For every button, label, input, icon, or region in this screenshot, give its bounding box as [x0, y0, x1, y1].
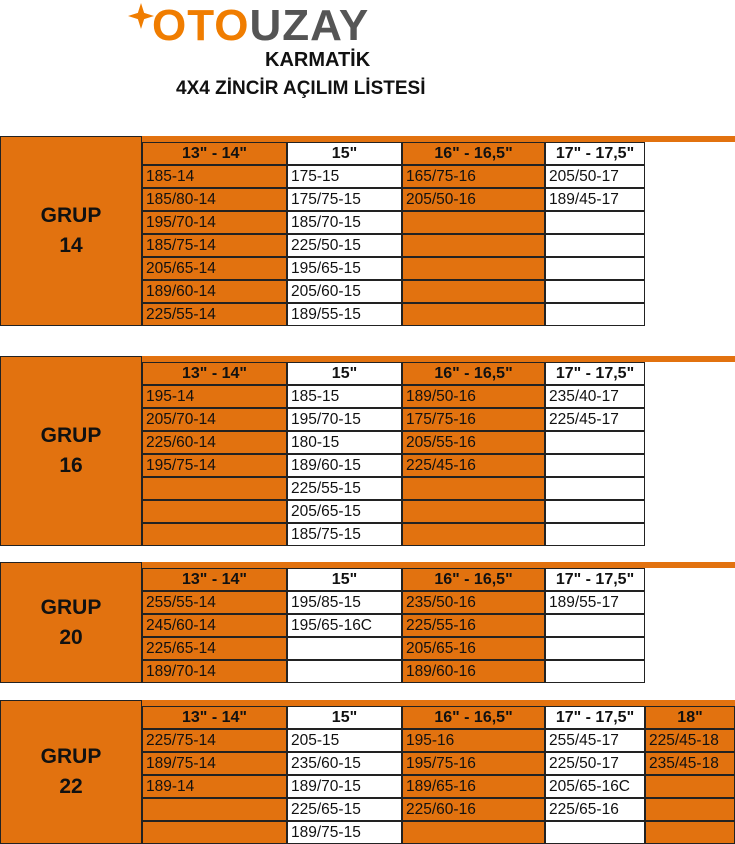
column-header: 13" - 14" [142, 706, 287, 729]
table-cell: 225/65-15 [287, 798, 402, 821]
group-label-cell [0, 356, 142, 546]
group-block-22 [0, 700, 735, 844]
logo-text-oto: OTO [152, 1, 250, 50]
table-cell: 195/65-16C [287, 614, 402, 637]
brand-logo [152, 2, 369, 50]
column-header: 16" - 16,5" [402, 142, 545, 165]
table-cell [545, 280, 645, 303]
table-cell [545, 211, 645, 234]
table-cell: 189/60-15 [287, 454, 402, 477]
table-cell: 185/75-15 [287, 523, 402, 546]
table-cell: 189/65-16 [402, 775, 545, 798]
table-cell: 195/75-14 [142, 454, 287, 477]
table-cell: 255/55-14 [142, 591, 287, 614]
table-cell: 189/75-14 [142, 752, 287, 775]
table-cell [402, 280, 545, 303]
group-block-20 [0, 562, 735, 683]
table-cell: 225/55-14 [142, 303, 287, 326]
table-cell [402, 211, 545, 234]
table-cell: 175/75-16 [402, 408, 545, 431]
table-cell: 225/60-14 [142, 431, 287, 454]
table-cell: 225/65-14 [142, 637, 287, 660]
table-cell [287, 660, 402, 683]
logo-text-uzay: UZAY [249, 1, 370, 50]
table-cell: 235/50-16 [402, 591, 545, 614]
table-cell [545, 500, 645, 523]
table-cell [545, 637, 645, 660]
column-header: 13" - 14" [142, 362, 287, 385]
page-header [0, 0, 735, 135]
table-cell: 195/85-15 [287, 591, 402, 614]
group-label: GRUP [40, 595, 102, 619]
table-cell: 195/75-16 [402, 752, 545, 775]
column-header: 13" - 14" [142, 568, 287, 591]
table-cell [645, 798, 735, 821]
table-cell: 225/50-15 [287, 234, 402, 257]
column-header: 18" [645, 706, 735, 729]
group-label: GRUP [40, 424, 102, 447]
table-cell: 185-14 [142, 165, 287, 188]
table-cell: 235/60-15 [287, 752, 402, 775]
column-header: 16" - 16,5" [402, 362, 545, 385]
table-cell: 235/45-18 [645, 752, 735, 775]
table-cell: 185-15 [287, 385, 402, 408]
group-number: 20 [59, 625, 83, 649]
table-cell: 225/45-16 [402, 454, 545, 477]
table-cell [402, 500, 545, 523]
table-cell: 205/50-16 [402, 188, 545, 211]
table-cell [545, 234, 645, 257]
table-cell [545, 257, 645, 280]
column-header: 17" - 17,5" [545, 706, 645, 729]
table-cell: 195-16 [402, 729, 545, 752]
table-cell: 189/60-16 [402, 660, 545, 683]
table-cell: 189/75-15 [287, 821, 402, 844]
column-header: 13" - 14" [142, 142, 287, 165]
group-label-cell [0, 700, 142, 844]
table-cell: 225/50-17 [545, 752, 645, 775]
table-cell: 189-14 [142, 775, 287, 798]
group-label: GRUP [40, 204, 102, 227]
table-cell: 205/65-15 [287, 500, 402, 523]
table-cell: 255/45-17 [545, 729, 645, 752]
table-cell: 189/60-14 [142, 280, 287, 303]
table-cell: 189/45-17 [545, 188, 645, 211]
column-header: 17" - 17,5" [545, 362, 645, 385]
table-cell [402, 234, 545, 257]
table-cell [545, 477, 645, 500]
table-cell: 205/70-14 [142, 408, 287, 431]
table-cell [545, 614, 645, 637]
table-cell [142, 798, 287, 821]
table-cell [645, 821, 735, 844]
table-cell: 205/60-15 [287, 280, 402, 303]
table-cell [287, 637, 402, 660]
table-cell [645, 775, 735, 798]
table-cell: 185/70-15 [287, 211, 402, 234]
page-subtitle: KARMATİK [265, 49, 371, 71]
column-header: 16" - 16,5" [402, 706, 545, 729]
table-cell: 225/55-15 [287, 477, 402, 500]
page-title: 4X4 ZİNCİR AÇILIM LİSTESİ [176, 78, 426, 99]
table-cell: 225/55-16 [402, 614, 545, 637]
column-header: 15" [287, 706, 402, 729]
table-cell: 205-15 [287, 729, 402, 752]
table-cell: 189/70-15 [287, 775, 402, 798]
table-cell [545, 821, 645, 844]
table-cell: 175/75-15 [287, 188, 402, 211]
table-cell [142, 500, 287, 523]
group-label: GRUP [40, 745, 102, 768]
table-cell [402, 257, 545, 280]
group-label-cell [0, 562, 142, 683]
table-cell: 195/70-14 [142, 211, 287, 234]
group-number: 22 [59, 775, 83, 798]
table-cell: 225/75-14 [142, 729, 287, 752]
column-header: 15" [287, 568, 402, 591]
table-cell: 180-15 [287, 431, 402, 454]
table-cell [402, 477, 545, 500]
table-cell: 195-14 [142, 385, 287, 408]
column-header: 17" - 17,5" [545, 142, 645, 165]
table-cell: 185/75-14 [142, 234, 287, 257]
table-cell: 225/65-16 [545, 798, 645, 821]
table-cell: 185/80-14 [142, 188, 287, 211]
table-cell: 205/50-17 [545, 165, 645, 188]
table-cell: 189/55-17 [545, 591, 645, 614]
group-block-16 [0, 356, 735, 546]
table-cell [545, 523, 645, 546]
table-cell: 189/55-15 [287, 303, 402, 326]
table-cell [142, 523, 287, 546]
group-number: 16 [59, 454, 83, 477]
table-cell: 205/65-16C [545, 775, 645, 798]
table-cell: 205/65-14 [142, 257, 287, 280]
table-cell: 225/45-18 [645, 729, 735, 752]
table-cell: 225/45-17 [545, 408, 645, 431]
table-cell [402, 523, 545, 546]
table-cell [545, 660, 645, 683]
table-cell [142, 821, 287, 844]
table-cell [545, 303, 645, 326]
table-cell: 195/70-15 [287, 408, 402, 431]
table-cell [545, 454, 645, 477]
table-cell [545, 431, 645, 454]
logo-star-icon [128, 3, 154, 29]
table-cell: 225/60-16 [402, 798, 545, 821]
table-cell: 189/50-16 [402, 385, 545, 408]
group-label-cell [0, 136, 142, 326]
table-cell [402, 303, 545, 326]
column-header: 16" - 16,5" [402, 568, 545, 591]
table-cell: 235/40-17 [545, 385, 645, 408]
table-cell: 189/70-14 [142, 660, 287, 683]
table-cell: 205/55-16 [402, 431, 545, 454]
table-cell [402, 821, 545, 844]
table-cell [142, 477, 287, 500]
group-block-14 [0, 136, 735, 326]
group-number: 14 [59, 234, 83, 257]
table-cell: 205/65-16 [402, 637, 545, 660]
column-header: 17" - 17,5" [545, 568, 645, 591]
table-cell: 175-15 [287, 165, 402, 188]
column-header: 15" [287, 362, 402, 385]
table-cell: 195/65-15 [287, 257, 402, 280]
table-cell: 165/75-16 [402, 165, 545, 188]
column-header: 15" [287, 142, 402, 165]
table-cell: 245/60-14 [142, 614, 287, 637]
